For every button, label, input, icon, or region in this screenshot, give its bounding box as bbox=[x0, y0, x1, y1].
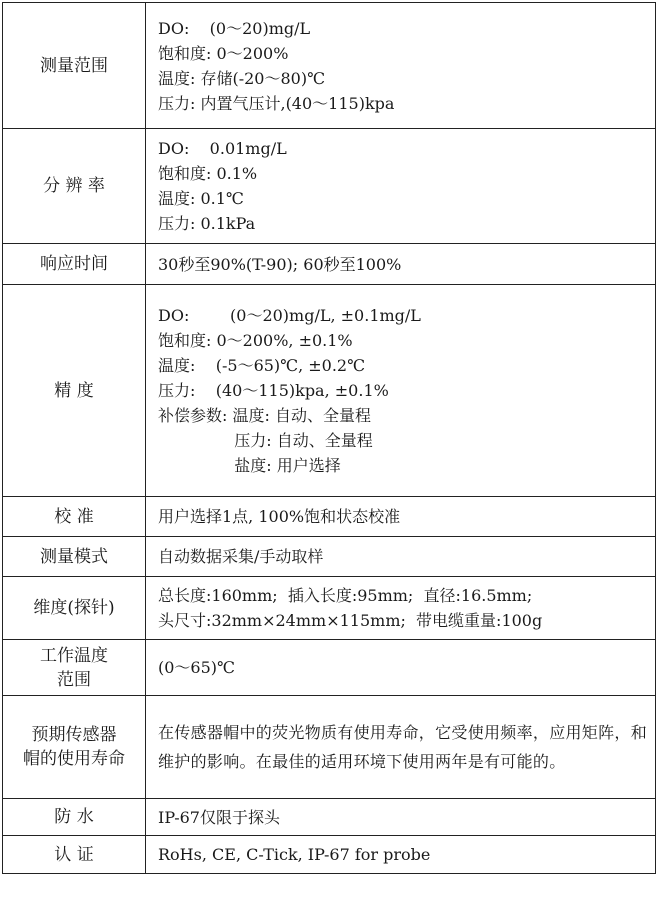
row-label-cell bbox=[3, 497, 146, 537]
value-line: 压力: 自动、全量程 bbox=[158, 431, 373, 450]
row-label-cell bbox=[3, 577, 146, 640]
spec-table bbox=[2, 2, 656, 874]
table-row bbox=[3, 577, 656, 640]
row-value-cell bbox=[146, 497, 656, 537]
row-label-cell bbox=[3, 640, 146, 696]
value-line: DO: (0～20)mg/L, ±0.1mg/L bbox=[158, 306, 421, 325]
row-value-cell bbox=[146, 244, 656, 285]
value-line: DO: (0～20)mg/L bbox=[158, 18, 311, 38]
value-line: 用户选择1点, 100%饱和状态校准 bbox=[158, 507, 401, 526]
row-value-cell bbox=[146, 3, 656, 129]
value-line: 头尺寸:32mm×24mm×115mm; 带电缆重量:100g bbox=[158, 611, 543, 630]
row-label: 工作温度 范围 bbox=[40, 645, 108, 690]
row-label-cell bbox=[3, 244, 146, 285]
value-line: 压力: 0.1kPa bbox=[158, 214, 256, 233]
table-row bbox=[3, 537, 656, 577]
row-value-cell bbox=[146, 640, 656, 696]
value-line: 温度: 存储(-20～80)℃ bbox=[158, 68, 325, 88]
row-value-cell bbox=[146, 799, 656, 836]
row-label: 精 度 bbox=[54, 380, 94, 401]
row-value-cell bbox=[146, 285, 656, 497]
row-value-cell bbox=[146, 696, 656, 799]
table-row bbox=[3, 497, 656, 537]
row-label-cell bbox=[3, 836, 146, 874]
row-label: 维度(探针) bbox=[33, 598, 115, 618]
value-line: 盐度: 用户选择 bbox=[158, 456, 341, 475]
row-label: 测量模式 bbox=[40, 546, 108, 567]
table-row bbox=[3, 799, 656, 836]
row-value-cell bbox=[146, 537, 656, 577]
value-line: RoHs, CE, C-Tick, IP-67 for probe bbox=[158, 845, 431, 864]
row-label-cell bbox=[3, 537, 146, 577]
value-line: (0～65)℃ bbox=[158, 658, 235, 677]
row-label: 防 水 bbox=[54, 807, 94, 827]
table-row bbox=[3, 285, 656, 497]
row-label: 分 辨 率 bbox=[43, 176, 105, 196]
row-label: 认 证 bbox=[54, 844, 94, 865]
table-row bbox=[3, 640, 656, 696]
value-line: DO: 0.01mg/L bbox=[158, 139, 287, 158]
row-label: 预期传感器 帽的使用寿命 bbox=[23, 725, 125, 769]
value-line: 饱和度: 0～200%, ±0.1% bbox=[158, 331, 353, 350]
value-line: 饱和度: 0～200% bbox=[158, 43, 289, 63]
value-line: 自动数据采集/手动取样 bbox=[158, 547, 324, 566]
value-line: 温度: 0.1℃ bbox=[158, 189, 244, 208]
value-line: 温度: (-5～65)℃, ±0.2℃ bbox=[158, 356, 365, 375]
row-label-cell bbox=[3, 3, 146, 129]
row-label-cell bbox=[3, 696, 146, 799]
value-line: 饱和度: 0.1% bbox=[158, 164, 258, 183]
table-row bbox=[3, 696, 656, 799]
value-line: 压力: 内置气压计,(40～115)kpa bbox=[158, 93, 395, 113]
row-value-cell bbox=[146, 129, 656, 244]
row-value-cell bbox=[146, 577, 656, 640]
value-line: IP-67仅限于探头 bbox=[158, 807, 280, 827]
row-label: 测量范围 bbox=[40, 55, 108, 76]
row-label-cell bbox=[3, 799, 146, 836]
table-row bbox=[3, 244, 656, 285]
value-line: 压力: (40～115)kpa, ±0.1% bbox=[158, 381, 389, 400]
value-line: 补偿参数: 温度: 自动、全量程 bbox=[158, 406, 371, 425]
value-line: 总长度:160mm; 插入长度:95mm; 直径:16.5mm; bbox=[158, 586, 533, 605]
row-label: 响应时间 bbox=[40, 254, 108, 274]
table-row bbox=[3, 3, 656, 129]
value-paragraph: 在传感器帽中的荧光物质有使用寿命，它受使用频率，应用矩阵，和维护的影响。在最佳的适用环境下使用两年是有可能的。 bbox=[158, 723, 648, 771]
row-label-cell bbox=[3, 129, 146, 244]
table-row bbox=[3, 129, 656, 244]
row-value-cell bbox=[146, 836, 656, 874]
value-line: 30秒至90%(T-90); 60秒至100% bbox=[158, 254, 402, 274]
row-label-cell bbox=[3, 285, 146, 497]
table-row bbox=[3, 836, 656, 874]
row-label: 校 准 bbox=[54, 506, 94, 527]
